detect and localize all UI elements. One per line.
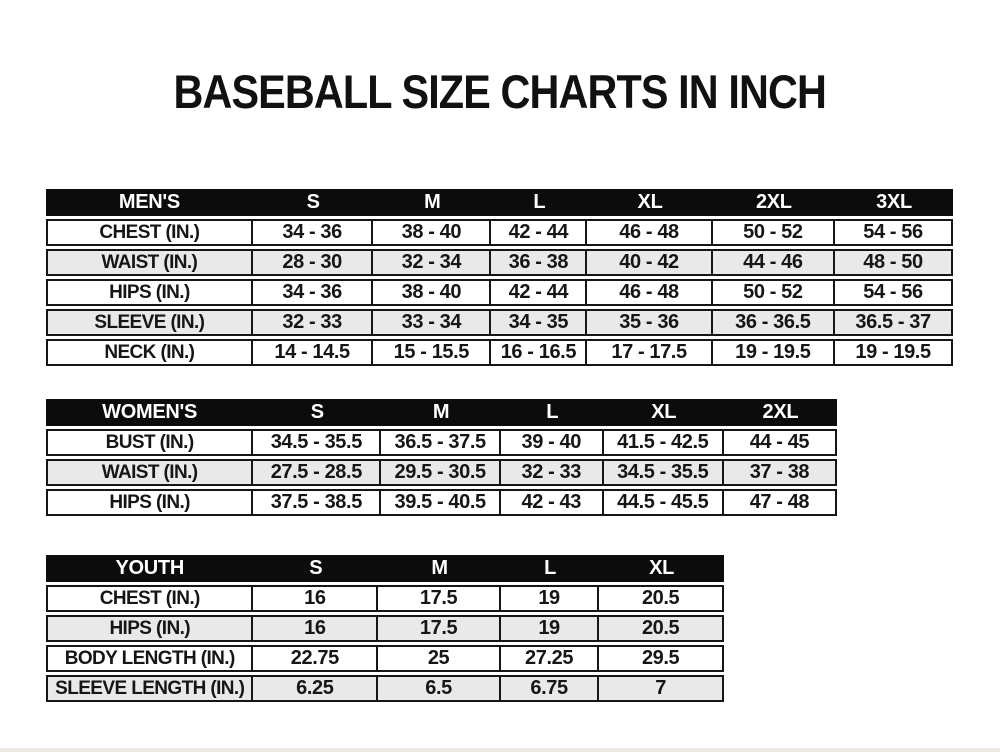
mens-cell-waist-in-s: 28 - 30 [253, 249, 374, 276]
youth-row-label-chest-in: CHEST (IN.) [46, 585, 253, 612]
womens-cell-hips-in-m: 39.5 - 40.5 [381, 489, 500, 516]
mens-cell-waist-in-m: 32 - 34 [373, 249, 491, 276]
womens-header-row [46, 399, 837, 426]
womens-row-label-hips-in: HIPS (IN.) [46, 489, 253, 516]
mens-header-row [46, 189, 953, 216]
mens-cell-neck-in-m: 15 - 15.5 [373, 339, 491, 366]
youth-cell-hips-in-l: 19 [501, 615, 599, 642]
womens-column-header-xl: XL [604, 399, 724, 426]
mens-cell-sleeve-in-m: 33 - 34 [373, 309, 491, 336]
mens-cell-neck-in-3xl: 19 - 19.5 [835, 339, 953, 366]
mens-cell-chest-in-l: 42 - 44 [491, 219, 587, 246]
mens-row-label-neck-in: NECK (IN.) [46, 339, 253, 366]
youth-cell-sleeve-length-in-m: 6.5 [378, 675, 501, 702]
youth-row-hips-in [46, 615, 724, 642]
womens-cell-hips-in-xl: 44.5 - 45.5 [604, 489, 724, 516]
mens-cell-chest-in-s: 34 - 36 [253, 219, 374, 246]
youth-row-label-hips-in: HIPS (IN.) [46, 615, 253, 642]
mens-column-header-3xl: 3XL [835, 189, 953, 216]
womens-size-table [46, 396, 837, 519]
mens-row-label-waist-in: WAIST (IN.) [46, 249, 253, 276]
mens-cell-hips-in-s: 34 - 36 [253, 279, 374, 306]
womens-cell-waist-in-2xl: 37 - 38 [724, 459, 837, 486]
page-bottom-edge [0, 748, 1000, 752]
page-title [0, 64, 1000, 119]
youth-cell-sleeve-length-in-xl: 7 [599, 675, 724, 702]
mens-cell-neck-in-xl: 17 - 17.5 [587, 339, 712, 366]
womens-column-header-2xl: 2XL [724, 399, 837, 426]
mens-row-label-chest-in: CHEST (IN.) [46, 219, 253, 246]
mens-cell-neck-in-2xl: 19 - 19.5 [713, 339, 835, 366]
youth-cell-body-length-in-xl: 29.5 [599, 645, 724, 672]
womens-cell-bust-in-xl: 41.5 - 42.5 [604, 429, 724, 456]
youth-row-chest-in [46, 585, 724, 612]
youth-cell-chest-in-m: 17.5 [378, 585, 501, 612]
mens-cell-sleeve-in-s: 32 - 33 [253, 309, 374, 336]
mens-column-header-l: L [491, 189, 587, 216]
mens-cell-chest-in-m: 38 - 40 [373, 219, 491, 246]
womens-cell-hips-in-s: 37.5 - 38.5 [253, 489, 381, 516]
mens-cell-chest-in-2xl: 50 - 52 [713, 219, 835, 246]
youth-row-body-length-in [46, 645, 724, 672]
womens-row-label-waist-in: WAIST (IN.) [46, 459, 253, 486]
womens-row-bust-in [46, 429, 837, 456]
mens-cell-hips-in-l: 42 - 44 [491, 279, 587, 306]
mens-row-chest-in [46, 219, 953, 246]
mens-row-label-sleeve-in: SLEEVE (IN.) [46, 309, 253, 336]
youth-cell-sleeve-length-in-s: 6.25 [253, 675, 378, 702]
youth-cell-body-length-in-m: 25 [378, 645, 501, 672]
youth-cell-chest-in-l: 19 [501, 585, 599, 612]
youth-row-sleeve-length-in [46, 675, 724, 702]
mens-cell-hips-in-xl: 46 - 48 [587, 279, 712, 306]
mens-cell-waist-in-l: 36 - 38 [491, 249, 587, 276]
womens-cell-bust-in-2xl: 44 - 45 [724, 429, 837, 456]
youth-cell-body-length-in-s: 22.75 [253, 645, 378, 672]
mens-cell-waist-in-3xl: 48 - 50 [835, 249, 953, 276]
womens-cell-waist-in-m: 29.5 - 30.5 [381, 459, 500, 486]
womens-row-hips-in [46, 489, 837, 516]
page-title-text: BASEBALL SIZE CHARTS IN INCH [173, 65, 827, 118]
mens-cell-neck-in-s: 14 - 14.5 [253, 339, 374, 366]
mens-row-sleeve-in [46, 309, 953, 336]
womens-cell-bust-in-l: 39 - 40 [501, 429, 604, 456]
womens-cell-hips-in-2xl: 47 - 48 [724, 489, 837, 516]
mens-row-waist-in [46, 249, 953, 276]
womens-cell-waist-in-l: 32 - 33 [501, 459, 604, 486]
womens-cell-bust-in-s: 34.5 - 35.5 [253, 429, 381, 456]
youth-cell-body-length-in-l: 27.25 [501, 645, 599, 672]
mens-column-header-xl: XL [587, 189, 712, 216]
mens-column-header-men-s: MEN'S [46, 189, 253, 216]
mens-size-table [46, 186, 953, 369]
mens-cell-sleeve-in-xl: 35 - 36 [587, 309, 712, 336]
youth-column-header-youth: YOUTH [46, 555, 253, 582]
youth-cell-hips-in-m: 17.5 [378, 615, 501, 642]
womens-column-header-l: L [501, 399, 604, 426]
youth-column-header-l: L [501, 555, 599, 582]
womens-row-waist-in [46, 459, 837, 486]
mens-cell-hips-in-2xl: 50 - 52 [713, 279, 835, 306]
womens-cell-bust-in-m: 36.5 - 37.5 [381, 429, 500, 456]
mens-column-header-m: M [373, 189, 491, 216]
youth-column-header-xl: XL [599, 555, 724, 582]
mens-cell-sleeve-in-3xl: 36.5 - 37 [835, 309, 953, 336]
mens-row-neck-in [46, 339, 953, 366]
womens-row-label-bust-in: BUST (IN.) [46, 429, 253, 456]
mens-column-header-2xl: 2XL [713, 189, 835, 216]
mens-cell-chest-in-3xl: 54 - 56 [835, 219, 953, 246]
mens-cell-sleeve-in-l: 34 - 35 [491, 309, 587, 336]
youth-header-row [46, 555, 724, 582]
womens-cell-waist-in-s: 27.5 - 28.5 [253, 459, 381, 486]
mens-cell-hips-in-m: 38 - 40 [373, 279, 491, 306]
youth-cell-hips-in-xl: 20.5 [599, 615, 724, 642]
mens-row-label-hips-in: HIPS (IN.) [46, 279, 253, 306]
womens-column-header-s: S [253, 399, 381, 426]
youth-column-header-m: M [378, 555, 501, 582]
youth-row-label-sleeve-length-in: SLEEVE LENGTH (IN.) [46, 675, 253, 702]
mens-cell-sleeve-in-2xl: 36 - 36.5 [713, 309, 835, 336]
mens-row-hips-in [46, 279, 953, 306]
womens-cell-hips-in-l: 42 - 43 [501, 489, 604, 516]
mens-cell-waist-in-2xl: 44 - 46 [713, 249, 835, 276]
womens-column-header-m: M [381, 399, 500, 426]
mens-cell-waist-in-xl: 40 - 42 [587, 249, 712, 276]
youth-row-label-body-length-in: BODY LENGTH (IN.) [46, 645, 253, 672]
youth-column-header-s: S [253, 555, 378, 582]
womens-cell-waist-in-xl: 34.5 - 35.5 [604, 459, 724, 486]
mens-cell-hips-in-3xl: 54 - 56 [835, 279, 953, 306]
youth-size-table [46, 552, 724, 705]
womens-column-header-women-s: WOMEN'S [46, 399, 253, 426]
youth-cell-chest-in-s: 16 [253, 585, 378, 612]
mens-cell-chest-in-xl: 46 - 48 [587, 219, 712, 246]
mens-cell-neck-in-l: 16 - 16.5 [491, 339, 587, 366]
youth-cell-chest-in-xl: 20.5 [599, 585, 724, 612]
youth-cell-hips-in-s: 16 [253, 615, 378, 642]
youth-cell-sleeve-length-in-l: 6.75 [501, 675, 599, 702]
mens-column-header-s: S [253, 189, 374, 216]
